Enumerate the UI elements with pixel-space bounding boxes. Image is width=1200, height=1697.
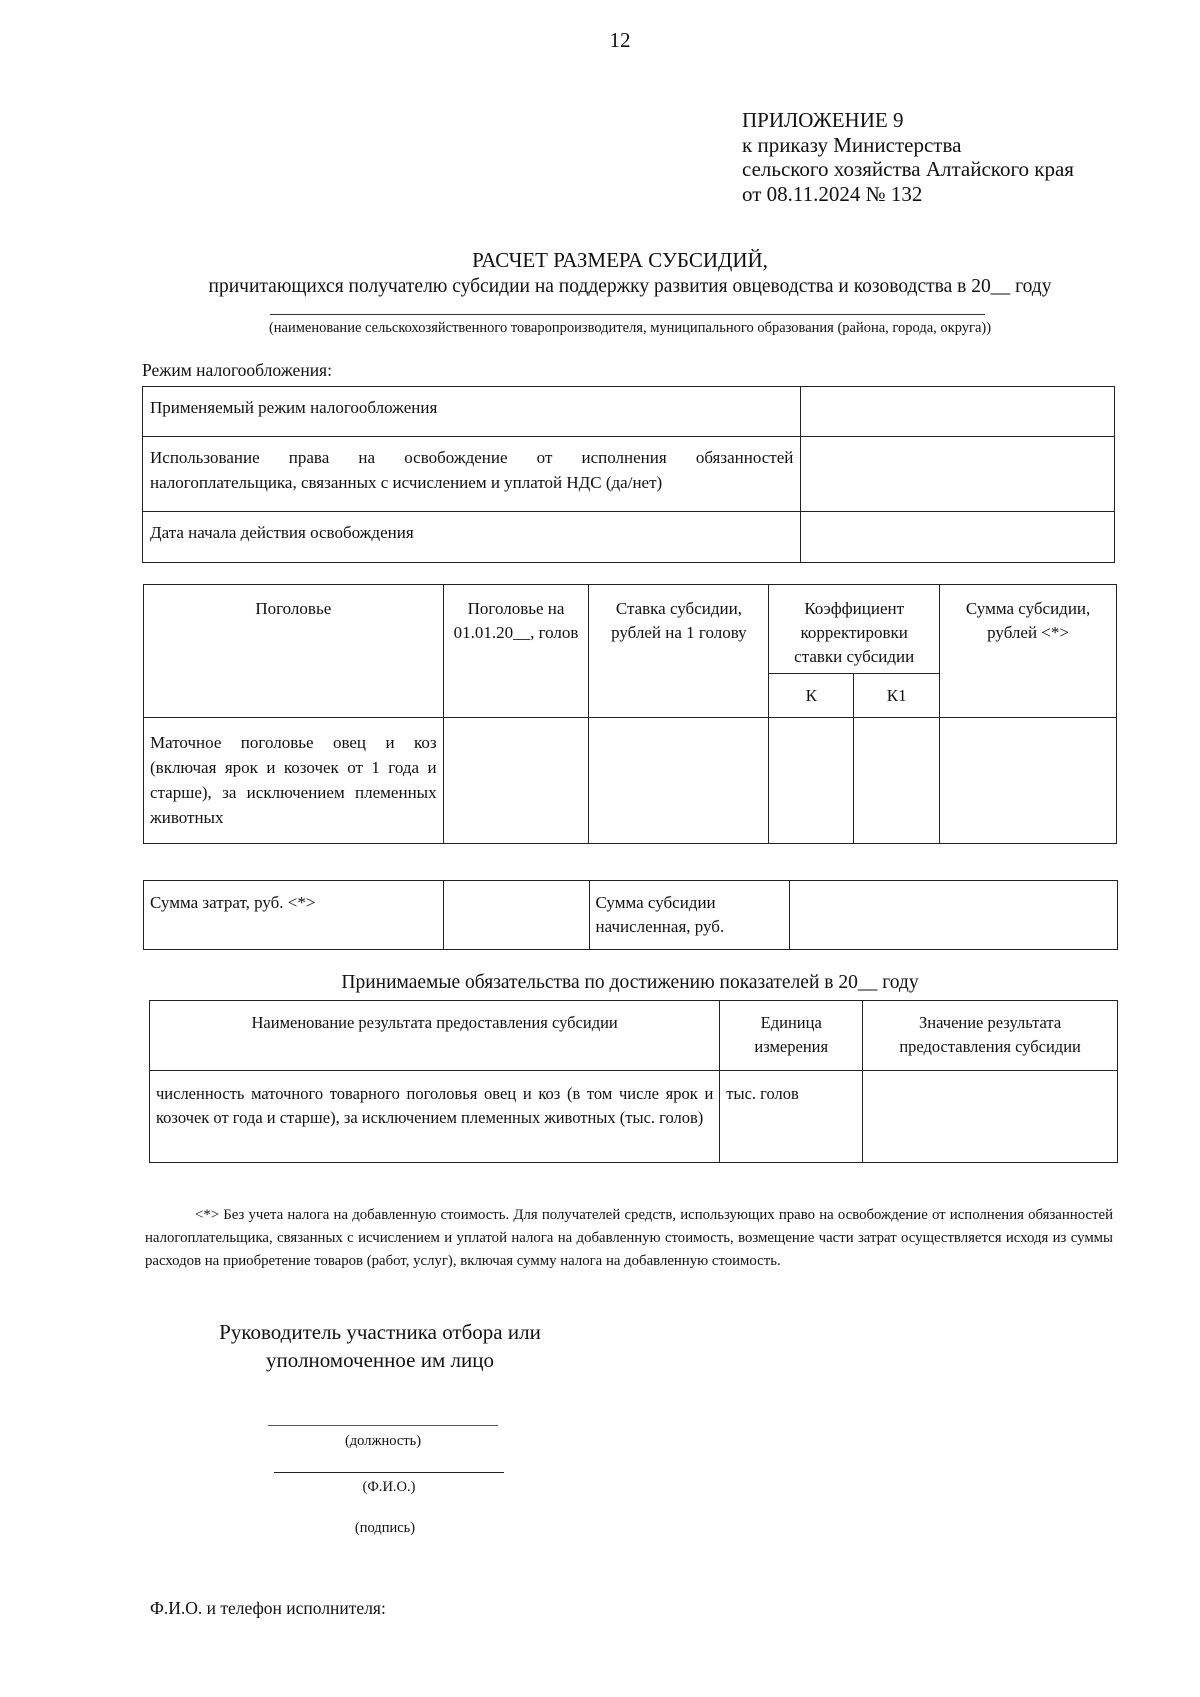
accrued-subsidy-value-cell[interactable] — [790, 881, 1118, 950]
position-field[interactable] — [268, 1425, 498, 1426]
costs-label: Сумма затрат, руб. <*> — [144, 881, 444, 950]
table-row — [144, 881, 1118, 950]
vat-exemption-value-cell[interactable] — [801, 437, 1115, 512]
header-unit: Единица измерения — [720, 1001, 863, 1071]
appendix-block — [742, 108, 1074, 206]
exemption-date-row-label: Дата начала действия освобождения — [143, 512, 801, 563]
costs-value-cell[interactable] — [443, 881, 589, 950]
header-result-name: Наименование результата предоставления субсидии — [150, 1001, 720, 1071]
recipient-name-field[interactable] — [270, 314, 985, 315]
obligations-table — [149, 1000, 1118, 1163]
exemption-date-value-cell[interactable] — [801, 512, 1115, 563]
totals-table — [143, 880, 1118, 950]
livestock-category: Маточное поголовье овец и коз (включая ярок и козочек от 1 года и старше), за исключением племенных животных — [144, 718, 444, 844]
header-livestock: Поголовье — [144, 585, 444, 718]
k1-cell[interactable] — [854, 718, 940, 844]
appendix-date-line: от 08.11.2024 № 132 — [742, 181, 923, 206]
footnote: <*> Без учета налога на добавленную стоимость. Для получателей средств, использующих право на освобождение от исполнения обязанностей налогоплательщика, связанных с исчислением и уплатой налога на добавленную стоимость, возмещение части затрат осуществляется исходя из суммы расходов на приобретение товаров (работ, услуг), включая сумму налога на добавленную стоимость. — [145, 1207, 1113, 1269]
table-row — [144, 718, 1117, 844]
appendix-number: ПРИЛОЖЕНИЕ 9 — [742, 108, 904, 132]
subsidy-rate-cell[interactable] — [589, 718, 769, 844]
table-row — [143, 387, 1115, 437]
header-subsidy-sum: Сумма субсидии, рублей <*> — [940, 585, 1117, 718]
tax-regime-table — [142, 386, 1115, 563]
obligations-heading: Принимаемые обязательства по достижению показателей в 20__ году — [341, 972, 919, 993]
header-correction-coefficient: Коэффициент корректировки ставки субсидии — [769, 585, 940, 674]
appendix-ministry-line: сельского хозяйства Алтайского края — [742, 157, 1074, 181]
signatory-title-line1: Руководитель участника отбора или — [219, 1320, 541, 1344]
table-row — [143, 437, 1115, 512]
position-label: (должность) — [344, 1433, 422, 1449]
header-subsidy-rate: Ставка субсидии, рублей на 1 голову — [589, 585, 769, 718]
result-unit-cell: тыс. голов — [720, 1071, 863, 1163]
page-number: 12 — [609, 28, 631, 52]
header-heads-count: Поголовье на 01.01.20__, голов — [443, 585, 589, 718]
result-name-cell: численность маточного товарного поголовья овец и коз (в том числе ярок и козочек от года и старше), за исключением племенных животных (тыс. голов) — [150, 1071, 720, 1163]
vat-exemption-row-label: Использование права на освобождение от исполнения обязанностей налогоплательщика, связанных с исчислением и уплатой НДС (да/нет) — [143, 437, 801, 512]
appendix-order-line: к приказу Министерства — [742, 132, 962, 157]
document-title: РАСЧЕТ РАЗМЕРА СУБСИДИЙ, — [472, 248, 768, 272]
tax-regime-label: Режим налогообложения: — [142, 360, 332, 380]
tax-regime-value-cell[interactable] — [801, 387, 1115, 437]
table-row — [143, 512, 1115, 563]
recipient-caption: (наименование сельскохозяйственного товаропроизводителя, муниципального образования (района, города, округа)) — [268, 320, 992, 336]
header-k1: К1 — [854, 674, 940, 718]
signatory-title-line2: уполномоченное им лицо — [266, 1348, 494, 1372]
livestock-table — [143, 584, 1117, 844]
result-value-cell[interactable] — [863, 1071, 1118, 1163]
document-subtitle: причитающихся получателю субсидии на поддержку развития овцеводства и козоводства в 20__ году — [208, 276, 1052, 297]
table-row — [150, 1071, 1118, 1163]
heads-count-cell[interactable] — [443, 718, 589, 844]
executor-label: Ф.И.О. и телефон исполнителя: — [150, 1598, 386, 1618]
header-result-value: Значение результата предоставления субсидии — [863, 1001, 1118, 1071]
k-cell[interactable] — [769, 718, 854, 844]
subsidy-sum-cell[interactable] — [940, 718, 1117, 844]
table-header-row — [144, 585, 1117, 674]
signatory-title — [190, 1318, 570, 1374]
tax-regime-row-label: Применяемый режим налогообложения — [143, 387, 801, 437]
header-k: К — [769, 674, 854, 718]
signature-label: (подпись) — [354, 1520, 416, 1536]
table-header-row — [150, 1001, 1118, 1071]
full-name-field[interactable] — [274, 1472, 504, 1473]
full-name-label: (Ф.И.О.) — [362, 1479, 416, 1495]
accrued-subsidy-label: Сумма субсидии начисленная, руб. — [589, 881, 790, 950]
